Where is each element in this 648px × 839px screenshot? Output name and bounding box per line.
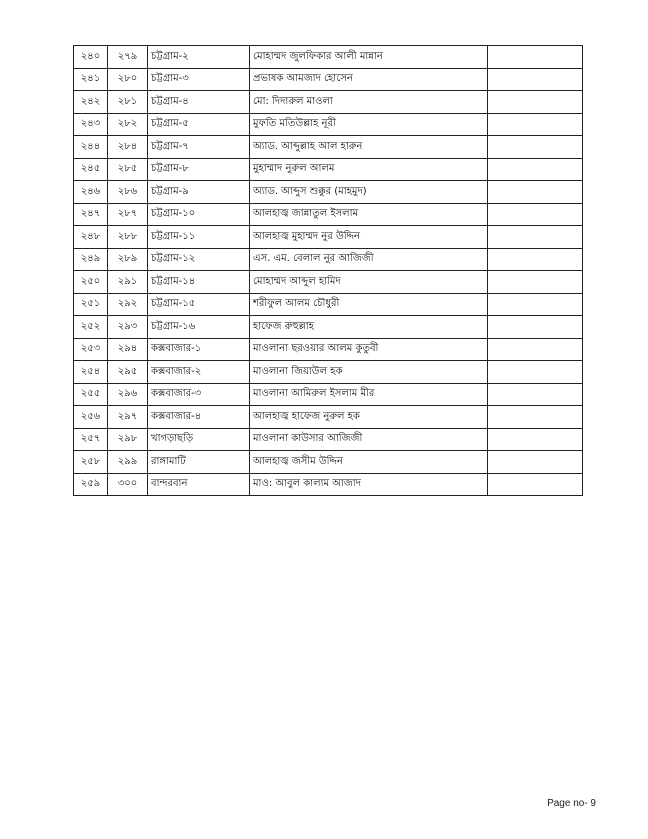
constituency-cell: চট্টগ্রাম-১০: [148, 203, 250, 226]
constituency-cell: খাগড়াছড়ি: [148, 428, 250, 451]
table-row: [74, 361, 583, 384]
serial-cell: ২৫১: [74, 293, 108, 316]
candidate-name-cell: হাফেজ রুহুল্লাহ: [250, 316, 488, 339]
table-row: [74, 68, 583, 91]
remarks-cell: [488, 473, 583, 496]
serial-cell: ২৫৩: [74, 338, 108, 361]
remarks-cell: [488, 46, 583, 69]
table-row: [74, 451, 583, 474]
table-row: [74, 271, 583, 294]
table-row: [74, 158, 583, 181]
candidate-name-cell: অ্যাড. আব্দুস শুক্কুর (মাহমুদ): [250, 181, 488, 204]
remarks-cell: [488, 271, 583, 294]
seat-number-cell: ২৮০: [108, 68, 148, 91]
candidate-name-cell: এস. এম. বেলাল নুর আজিজী: [250, 248, 488, 271]
serial-cell: ২৫৬: [74, 406, 108, 429]
serial-cell: ২৫৭: [74, 428, 108, 451]
serial-cell: ২৫২: [74, 316, 108, 339]
remarks-cell: [488, 113, 583, 136]
remarks-cell: [488, 248, 583, 271]
seat-number-cell: ২৮৮: [108, 226, 148, 249]
constituency-cell: চট্টগ্রাম-৩: [148, 68, 250, 91]
serial-cell: ২৫৫: [74, 383, 108, 406]
table-row: [74, 181, 583, 204]
candidate-name-cell: আলহাজ্ব জসীম উদ্দিন: [250, 451, 488, 474]
constituency-cell: কক্সবাজার-৩: [148, 383, 250, 406]
seat-number-cell: ২৮২: [108, 113, 148, 136]
constituency-cell: চট্টগ্রাম-২: [148, 46, 250, 69]
constituency-cell: কক্সবাজার-২: [148, 361, 250, 384]
seat-number-cell: ২৮৪: [108, 136, 148, 159]
constituency-cell: চট্টগ্রাম-৫: [148, 113, 250, 136]
remarks-cell: [488, 406, 583, 429]
candidate-name-cell: আলহাজ্ব হাফেজ নুরুল হক: [250, 406, 488, 429]
seat-number-cell: ২৮৯: [108, 248, 148, 271]
candidate-table: [73, 45, 583, 496]
seat-number-cell: ২৯৬: [108, 383, 148, 406]
candidate-name-cell: আলহাজ্ব জান্নাতুল ইসলাম: [250, 203, 488, 226]
table-row: [74, 473, 583, 496]
candidate-table-body: [74, 46, 583, 496]
remarks-cell: [488, 158, 583, 181]
seat-number-cell: ২৮৫: [108, 158, 148, 181]
seat-number-cell: ২৯১: [108, 271, 148, 294]
serial-cell: ২৪৫: [74, 158, 108, 181]
serial-cell: ২৫৪: [74, 361, 108, 384]
seat-number-cell: ২৯৯: [108, 451, 148, 474]
table-row: [74, 91, 583, 114]
remarks-cell: [488, 136, 583, 159]
serial-cell: ২৪৮: [74, 226, 108, 249]
seat-number-cell: ২৯৪: [108, 338, 148, 361]
remarks-cell: [488, 91, 583, 114]
serial-cell: ২৫৯: [74, 473, 108, 496]
constituency-cell: চট্টগ্রাম-১১: [148, 226, 250, 249]
remarks-cell: [488, 293, 583, 316]
constituency-cell: চট্টগ্রাম-১৪: [148, 271, 250, 294]
remarks-cell: [488, 316, 583, 339]
remarks-cell: [488, 361, 583, 384]
seat-number-cell: ২৭৯: [108, 46, 148, 69]
remarks-cell: [488, 451, 583, 474]
remarks-cell: [488, 68, 583, 91]
constituency-cell: চট্টগ্রাম-১৬: [148, 316, 250, 339]
seat-number-cell: ২৯২: [108, 293, 148, 316]
candidate-name-cell: আলহাজ্ব মুহাম্মদ নুর উদ্দিন: [250, 226, 488, 249]
candidate-name-cell: মাও: আবুল কালাম আজাদ: [250, 473, 488, 496]
serial-cell: ২৪২: [74, 91, 108, 114]
seat-number-cell: ২৯৮: [108, 428, 148, 451]
seat-number-cell: ২৮১: [108, 91, 148, 114]
candidate-name-cell: প্রভাষক আমজাদ হোসেন: [250, 68, 488, 91]
remarks-cell: [488, 383, 583, 406]
remarks-cell: [488, 428, 583, 451]
constituency-cell: চট্টগ্রাম-৭: [148, 136, 250, 159]
serial-cell: ২৪১: [74, 68, 108, 91]
candidate-name-cell: অ্যাড. আব্দুল্লাহ আল হারুন: [250, 136, 488, 159]
seat-number-cell: ২৯৭: [108, 406, 148, 429]
constituency-cell: বান্দরবান: [148, 473, 250, 496]
serial-cell: ২৪৯: [74, 248, 108, 271]
seat-number-cell: ৩০০: [108, 473, 148, 496]
seat-number-cell: ২৯৫: [108, 361, 148, 384]
seat-number-cell: ২৯৩: [108, 316, 148, 339]
table-row: [74, 226, 583, 249]
candidate-name-cell: মোহাম্মদ আব্দুল হামিদ: [250, 271, 488, 294]
serial-cell: ২৪০: [74, 46, 108, 69]
candidate-name-cell: মাওলানা ছরওয়ার আলম কুতুবী: [250, 338, 488, 361]
candidate-name-cell: মুহাম্মাদ নুরুল আলম: [250, 158, 488, 181]
serial-cell: ২৫০: [74, 271, 108, 294]
seat-number-cell: ২৮৬: [108, 181, 148, 204]
candidate-name-cell: মাওলানা আমিরুল ইসলাম মীর: [250, 383, 488, 406]
candidate-name-cell: মো: দিদারুল মাওলা: [250, 91, 488, 114]
table-row: [74, 248, 583, 271]
seat-number-cell: ২৮৭: [108, 203, 148, 226]
constituency-cell: চট্টগ্রাম-১৫: [148, 293, 250, 316]
remarks-cell: [488, 338, 583, 361]
page-number: Page no- 9: [547, 798, 596, 809]
constituency-cell: চট্টগ্রাম-৯: [148, 181, 250, 204]
table-row: [74, 383, 583, 406]
remarks-cell: [488, 181, 583, 204]
remarks-cell: [488, 203, 583, 226]
candidate-name-cell: মুফতি মতিউল্লাহ নূরী: [250, 113, 488, 136]
constituency-cell: চট্টগ্রাম-১২: [148, 248, 250, 271]
candidate-name-cell: মোহাম্মদ জুলফিকার আলী মান্নান: [250, 46, 488, 69]
constituency-cell: রাঙ্গামাটি: [148, 451, 250, 474]
constituency-cell: চট্টগ্রাম-৪: [148, 91, 250, 114]
table-row: [74, 46, 583, 69]
serial-cell: ২৪৩: [74, 113, 108, 136]
table-row: [74, 406, 583, 429]
table-row: [74, 338, 583, 361]
serial-cell: ২৪৪: [74, 136, 108, 159]
table-row: [74, 136, 583, 159]
serial-cell: ২৪৭: [74, 203, 108, 226]
constituency-cell: কক্সবাজার-১: [148, 338, 250, 361]
serial-cell: ২৪৬: [74, 181, 108, 204]
table-row: [74, 316, 583, 339]
candidate-name-cell: মাওলানা কাউসার আজিজী: [250, 428, 488, 451]
table-row: [74, 203, 583, 226]
table-row: [74, 113, 583, 136]
constituency-cell: চট্টগ্রাম-৮: [148, 158, 250, 181]
remarks-cell: [488, 226, 583, 249]
table-row: [74, 293, 583, 316]
table-row: [74, 428, 583, 451]
candidate-name-cell: শরীফুল আলম চৌধুরী: [250, 293, 488, 316]
serial-cell: ২৫৮: [74, 451, 108, 474]
candidate-name-cell: মাওলানা জিয়াউল হক: [250, 361, 488, 384]
constituency-cell: কক্সবাজার-৪: [148, 406, 250, 429]
